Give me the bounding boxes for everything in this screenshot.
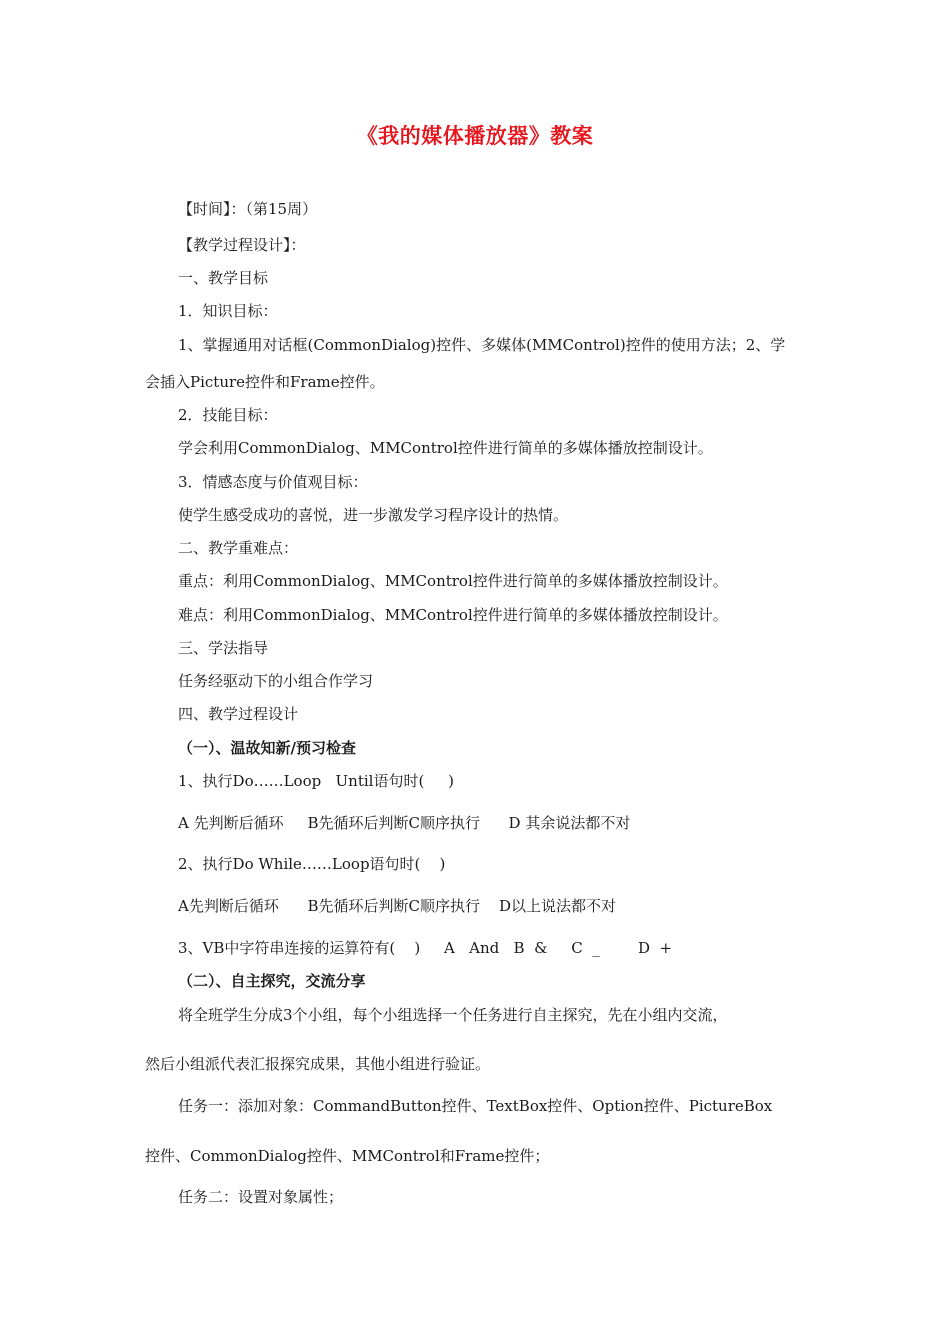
time-line: 【时间】：（第15周） <box>178 200 318 218</box>
subsection-heading: 3．情感态度与价值观目标： <box>178 473 368 491</box>
subsection-heading: 1．知识目标： <box>178 302 278 320</box>
task-line: 控件、CommonDialog控件、MMControl和Frame控件； <box>145 1147 550 1165</box>
process-design-heading: 【教学过程设计】： <box>178 236 306 254</box>
answer-options: A先判断后循环 B先循环后判断C顺序执行 D以上说法都不对 <box>178 897 617 915</box>
question-line: 3、VB中字符串连接的运算符有( ) A And B & C _ D + <box>178 939 673 957</box>
paragraph-line: 学会利用CommonDialog、MMControl控件进行简单的多媒体播放控制设计。 <box>178 439 713 457</box>
paragraph-line: 1、掌握通用对话框(CommonDialog)控件、多媒体(MMControl)控件的使用方法；2、学 <box>178 336 786 354</box>
paragraph-line: 重点：利用CommonDialog、MMControl控件进行简单的多媒体播放控制设计。 <box>178 572 728 590</box>
paragraph-line: 任务经驱动下的小组合作学习 <box>178 672 374 690</box>
subsection-heading: （二）、自主探究，交流分享 <box>178 972 366 990</box>
subsection-heading: 2．技能目标： <box>178 406 278 424</box>
subsection-heading: （一）、温故知新/预习检查 <box>178 739 356 757</box>
answer-options: A 先判断后循环 B先循环后判断C顺序执行 D 其余说法都不对 <box>178 814 631 832</box>
paragraph-line: 难点：利用CommonDialog、MMControl控件进行简单的多媒体播放控制设计。 <box>178 606 728 624</box>
task-line: 任务二：设置对象属性； <box>178 1188 344 1206</box>
question-line: 1、执行Do……Loop Until语句时( ) <box>178 772 454 790</box>
paragraph-line: 使学生感受成功的喜悦，进一步激发学习程序设计的热情。 <box>178 506 569 524</box>
paragraph-line: 然后小组派代表汇报探究成果，其他小组进行验证。 <box>145 1055 491 1073</box>
task-line: 任务一：添加对象：CommandButton控件、TextBox控件、Option控件、PictureBox <box>178 1097 773 1115</box>
document-title: 《我的媒体播放器》教案 <box>356 124 594 148</box>
section-heading: 四、教学过程设计 <box>178 705 299 723</box>
paragraph-line: 会插入Picture控件和Frame控件。 <box>145 373 385 391</box>
question-line: 2、执行Do While……Loop语句时( ) <box>178 855 446 873</box>
section-heading: 一、教学目标 <box>178 269 269 287</box>
section-heading: 三、学法指导 <box>178 639 269 657</box>
section-heading: 二、教学重难点： <box>178 539 299 557</box>
paragraph-line: 将全班学生分成3个小组，每个小组选择一个任务进行自主探究，先在小组内交流， <box>178 1006 728 1024</box>
